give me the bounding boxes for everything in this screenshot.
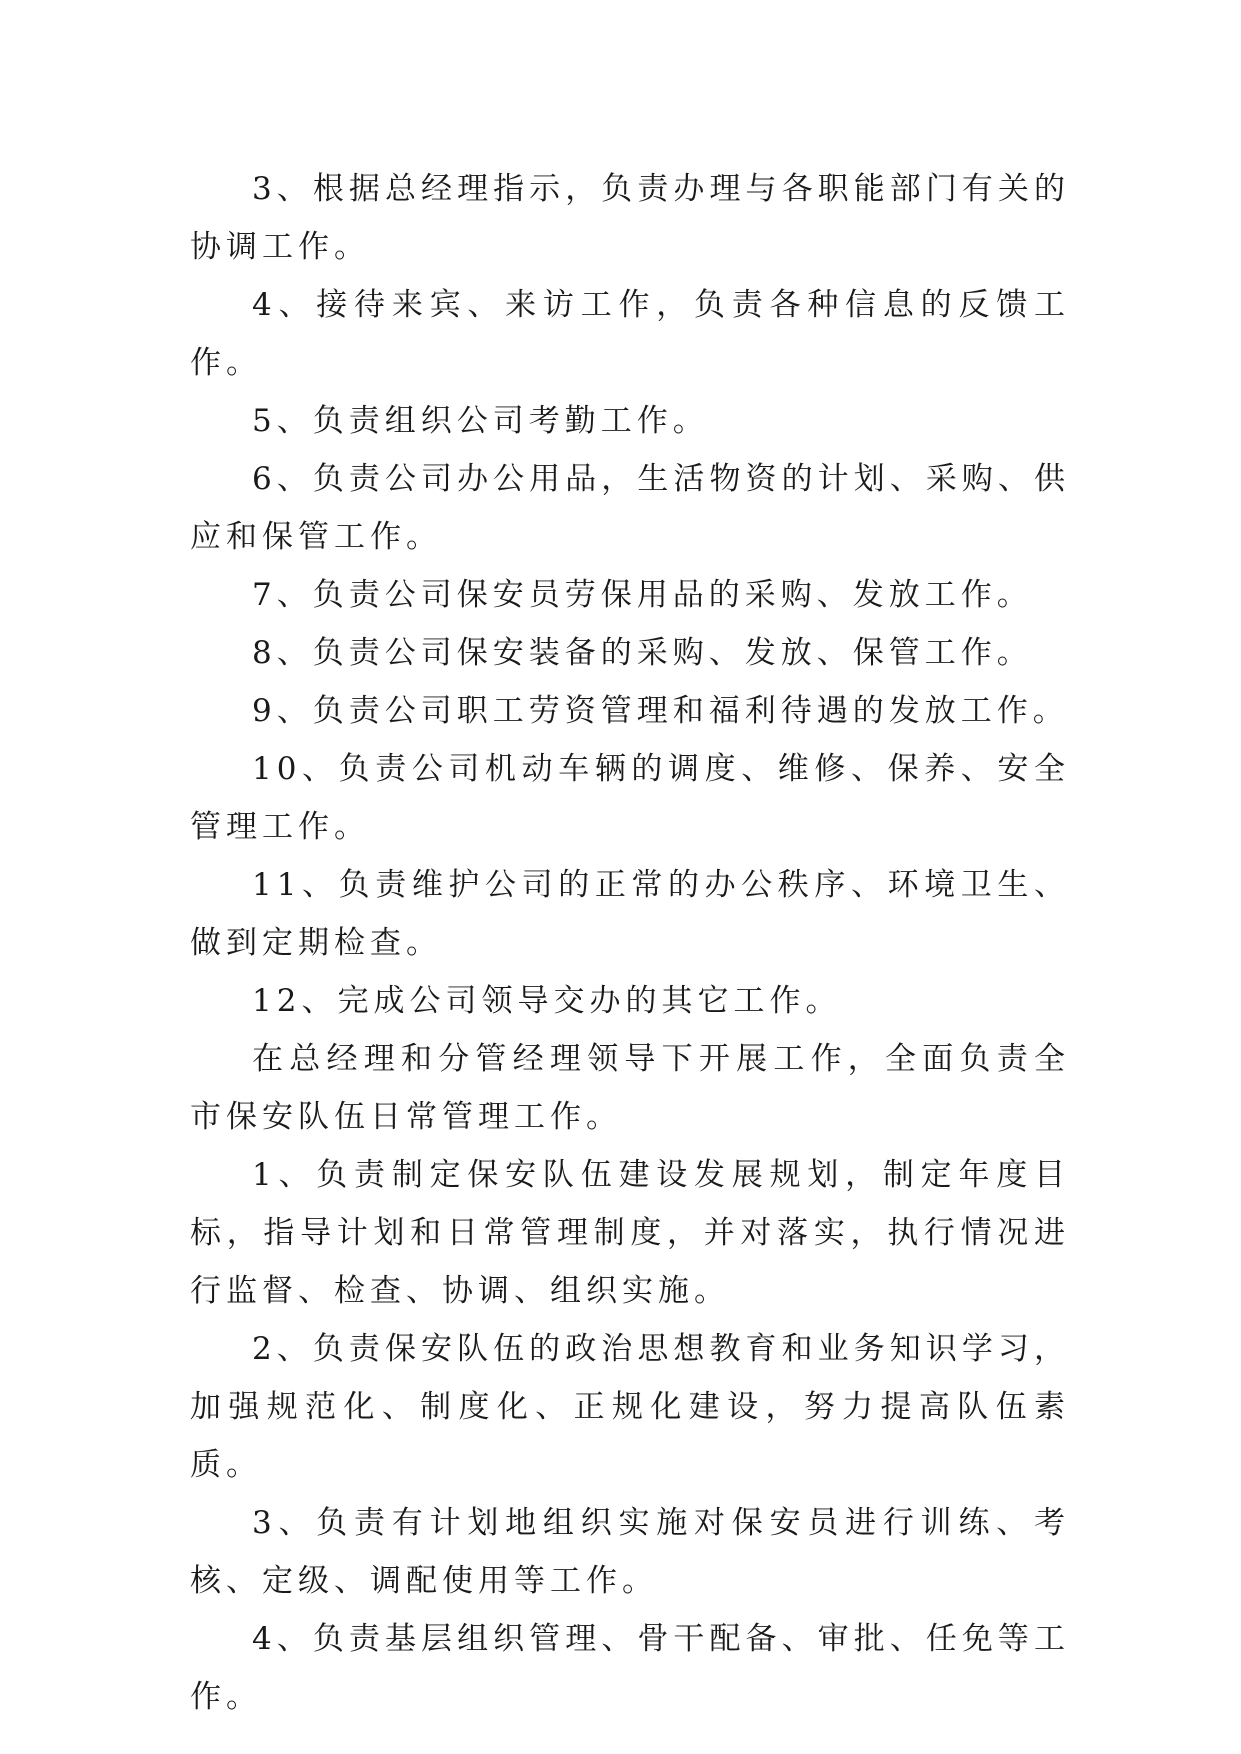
paragraph-item-1-planning: 1、负责制定保安队伍建设发展规划，制定年度目标，指导计划和日常管理制度，并对落实，执行情况进行监督、检查、协调、组织实施。	[190, 1157, 1070, 1309]
paragraph-item-4-organization: 4、负责基层组织管理、骨干配备、审批、任免等工作。	[190, 1621, 1070, 1715]
paragraph-item-3-training: 3、负责有计划地组织实施对保安员进行训练、考核、定级、调配使用等工作。	[190, 1505, 1070, 1599]
paragraph-item-9-payroll: 9、负责公司职工劳资管理和福利待遇的发放工作。	[252, 693, 1069, 729]
paragraph-item-6-supplies: 6、负责公司办公用品，生活物资的计划、采购、供应和保管工作。	[190, 461, 1070, 555]
paragraph-item-7-protective-gear: 7、负责公司保安员劳保用品的采购、发放工作。	[252, 577, 1033, 613]
paragraph-item-10-vehicles: 10、负责公司机动车辆的调度、维修、保养、安全管理工作。	[190, 751, 1070, 845]
document-body	[190, 160, 1070, 1726]
paragraph-item-8-equipment: 8、负责公司保安装备的采购、发放、保管工作。	[252, 635, 1033, 671]
paragraph-item-11-office-order: 11、负责维护公司的正常的办公秩序、环境卫生、做到定期检查。	[190, 867, 1070, 961]
paragraph-item-3-coordination: 3、根据总经理指示，负责办理与各职能部门有关的协调工作。	[190, 171, 1070, 265]
paragraph-item-4-reception: 4、接待来宾、来访工作，负责各种信息的反馈工作。	[190, 287, 1070, 381]
paragraph-item-12-other-tasks: 12、完成公司领导交办的其它工作。	[252, 983, 842, 1019]
paragraph-item-5-attendance: 5、负责组织公司考勤工作。	[252, 403, 709, 439]
paragraph-section-intro: 在总经理和分管经理领导下开展工作，全面负责全市保安队伍日常管理工作。	[190, 1041, 1070, 1135]
paragraph-item-2-education: 2、负责保安队伍的政治思想教育和业务知识学习，加强规范化、制度化、正规化建设，努力提高队伍素质。	[190, 1331, 1070, 1483]
